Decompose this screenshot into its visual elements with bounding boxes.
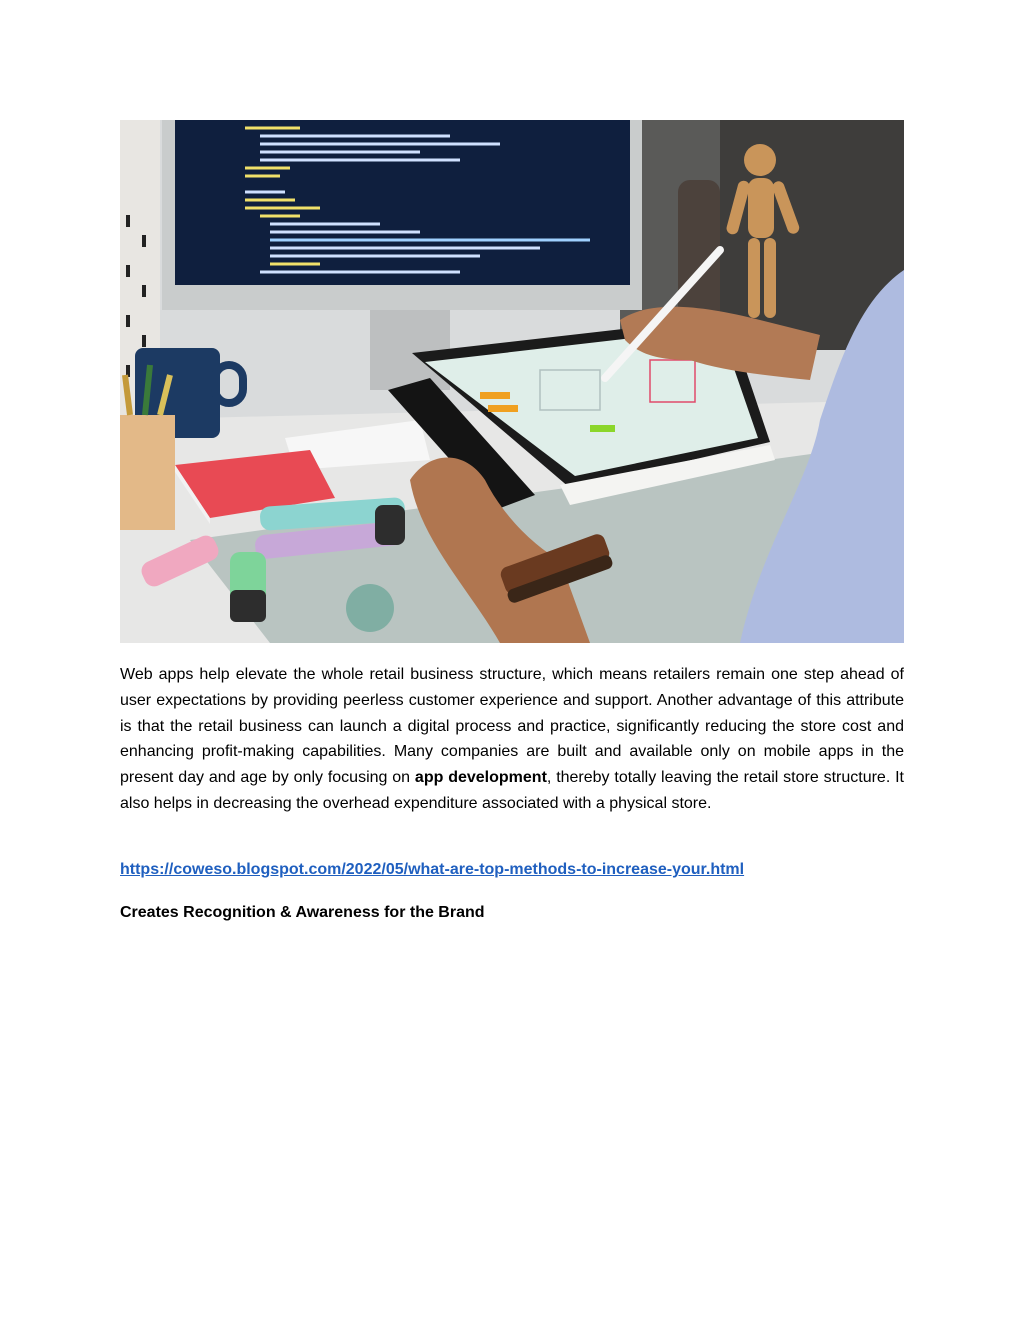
workspace-photo xyxy=(120,120,904,643)
article-link[interactable]: https://coweso.blogspot.com/2022/05/what-are-top-methods-to-increase-your.html xyxy=(120,861,745,878)
body-paragraph xyxy=(120,662,904,817)
paragraph-bold-phrase: app development xyxy=(414,769,547,787)
workspace-photo-illustration xyxy=(120,120,904,643)
paragraph-text-end: , thereby totally leaving the retail store structure. It also helps in decreasing the overhead expenditure associated with a physical store. xyxy=(120,769,905,812)
section-heading: Creates Recognition & Awareness for the Brand xyxy=(120,904,485,921)
paragraph-text-start: Web apps help elevate the whole retail business structure, which means retailers remain one step ahead of user expectations by providing peerless customer experience and support. Another advantage of this attribute is that the retail business can launch a digital process and practice, significantly reducing the store cost and enhancing profit-making capabilities. Many companies are built and available only on mobile apps in the present day and age by only focusing on xyxy=(120,666,904,787)
